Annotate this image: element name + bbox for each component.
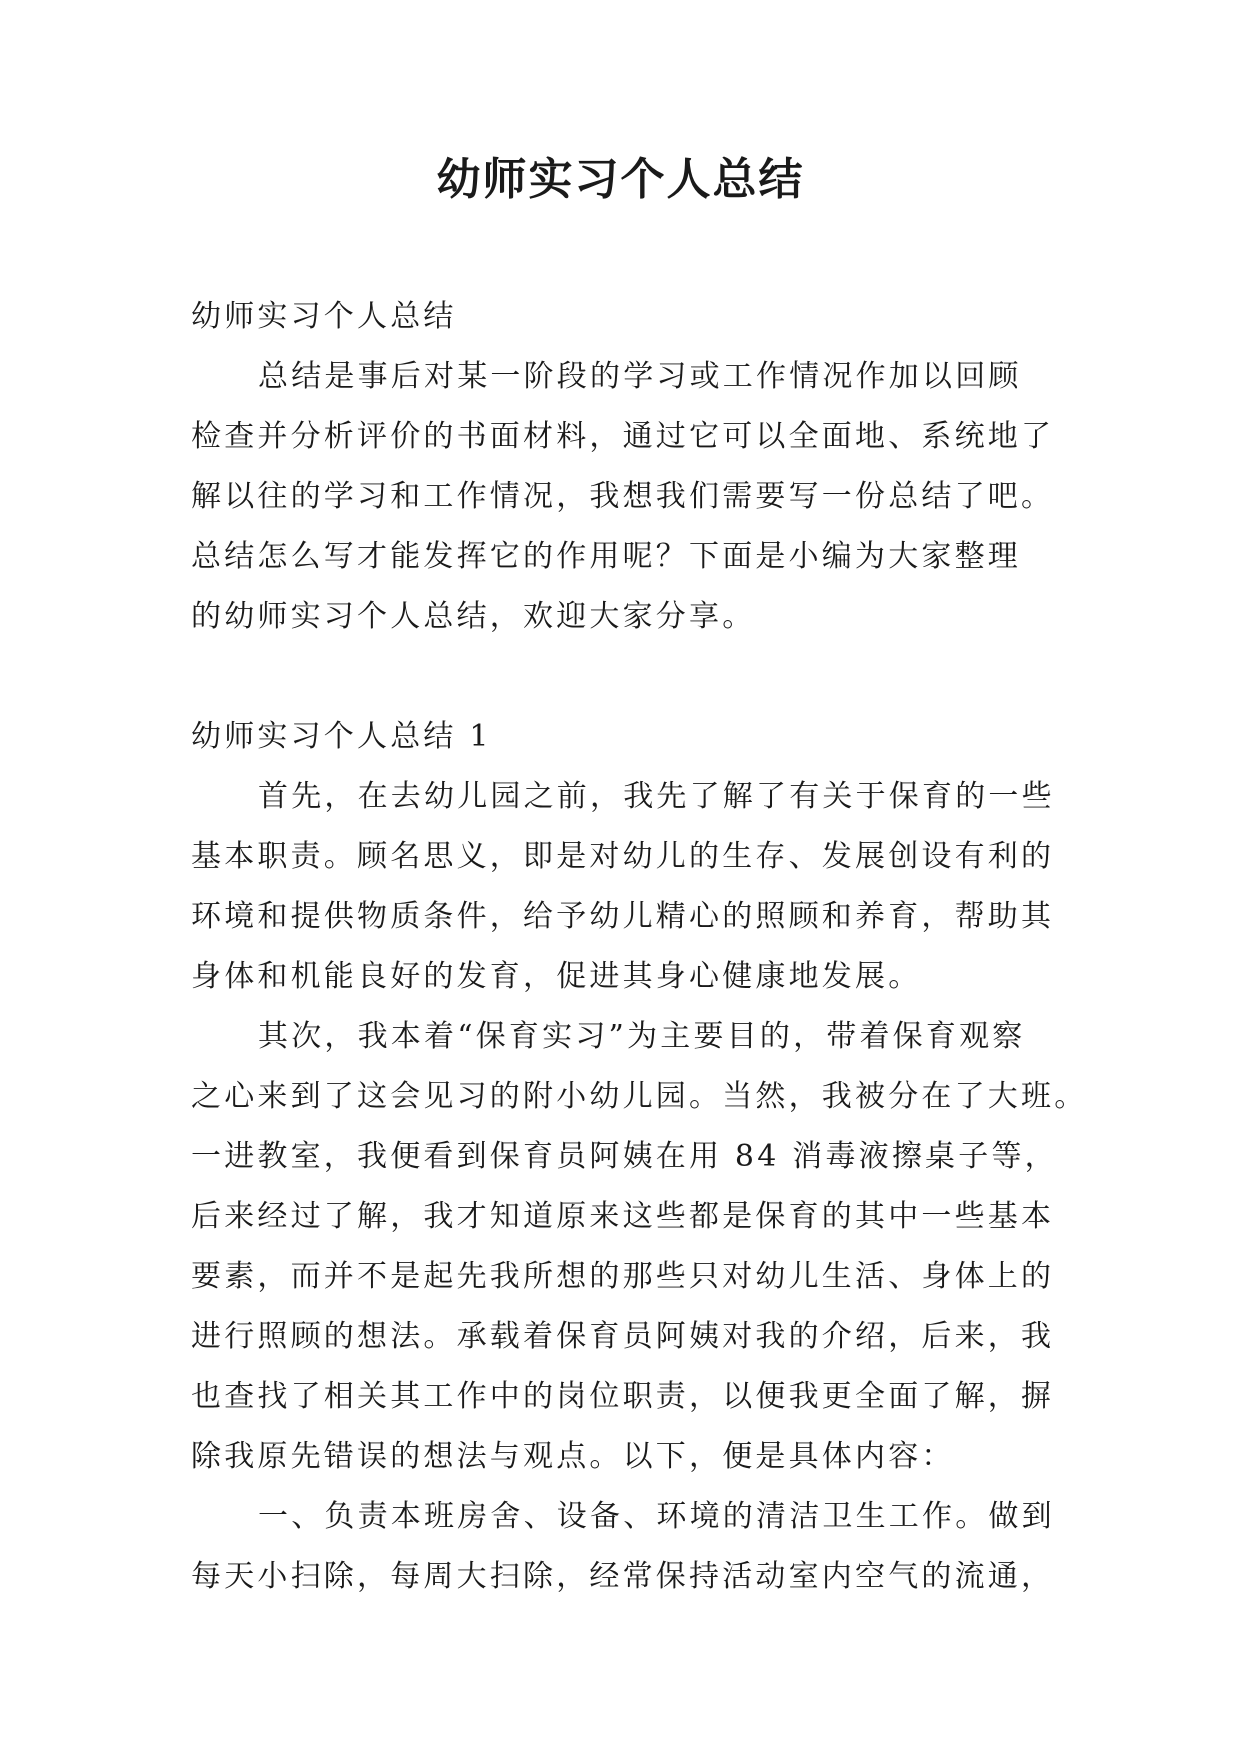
paragraph-line: 首先，在去幼儿园之前，我先了解了有关于保育的一些 [258,779,1055,814]
paragraph-line: 的幼师实习个人总结，欢迎大家分享。 [191,599,756,634]
paragraph-line: 之心来到了这会见习的附小幼儿园。当然，我被分在了大班。 [191,1079,1088,1114]
paragraph [191,1487,1071,1607]
paragraph-line: 基本职责。顾名思义，即是对幼儿的生存、发展创设有利的 [191,839,1055,874]
paragraph-line: 总结是事后对某一阶段的学习或工作情况作加以回顾 [258,359,1022,394]
paragraph [191,1007,1088,1487]
paragraph-line: 每天小扫除，每周大扫除，经常保持活动室内空气的流通， [191,1559,1055,1594]
paragraph-line: 身体和机能良好的发育，促进其身心健康地发展。 [191,959,922,994]
document-body [191,287,1088,1607]
paragraph-line: 解以往的学习和工作情况，我想我们需要写一份总结了吧。 [191,479,1055,514]
paragraph [191,347,1071,647]
section-heading: 幼师实习个人总结 [191,299,457,334]
paragraph-line: 一、负责本班房舍、设备、环境的清洁卫生工作。做到 [258,1499,1055,1534]
paragraph [191,767,1071,1007]
document-title: 幼师实习个人总结 [436,154,805,205]
paragraph-line: 要素，而并不是起先我所想的那些只对幼儿生活、身体上的 [191,1259,1055,1294]
section-spacer [191,647,1071,707]
section-heading: 幼师实习个人总结 1 [191,719,492,754]
paragraph-line: 检查并分析评价的书面材料，通过它可以全面地、系统地了 [191,419,1055,454]
paragraph-line: 其次，我本着“保育实习”为主要目的，带着保育观察 [258,1019,1026,1054]
paragraph-line: 除我原先错误的想法与观点。以下，便是具体内容： [191,1439,955,1474]
paragraph-line: 环境和提供物质条件，给予幼儿精心的照顾和养育，帮助其 [191,899,1055,934]
paragraph-line: 一进教室，我便看到保育员阿姨在用 84 消毒液擦桌子等， [191,1139,1058,1174]
paragraph-line: 也查找了相关其工作中的岗位职责，以便我更全面了解，摒 [191,1379,1055,1414]
paragraph-line: 总结怎么写才能发挥它的作用呢？下面是小编为大家整理 [191,539,1021,574]
paragraph-line: 进行照顾的想法。承载着保育员阿姨对我的介绍，后来，我 [191,1319,1055,1354]
paragraph-line: 后来经过了解，我才知道原来这些都是保育的其中一些基本 [191,1199,1055,1234]
